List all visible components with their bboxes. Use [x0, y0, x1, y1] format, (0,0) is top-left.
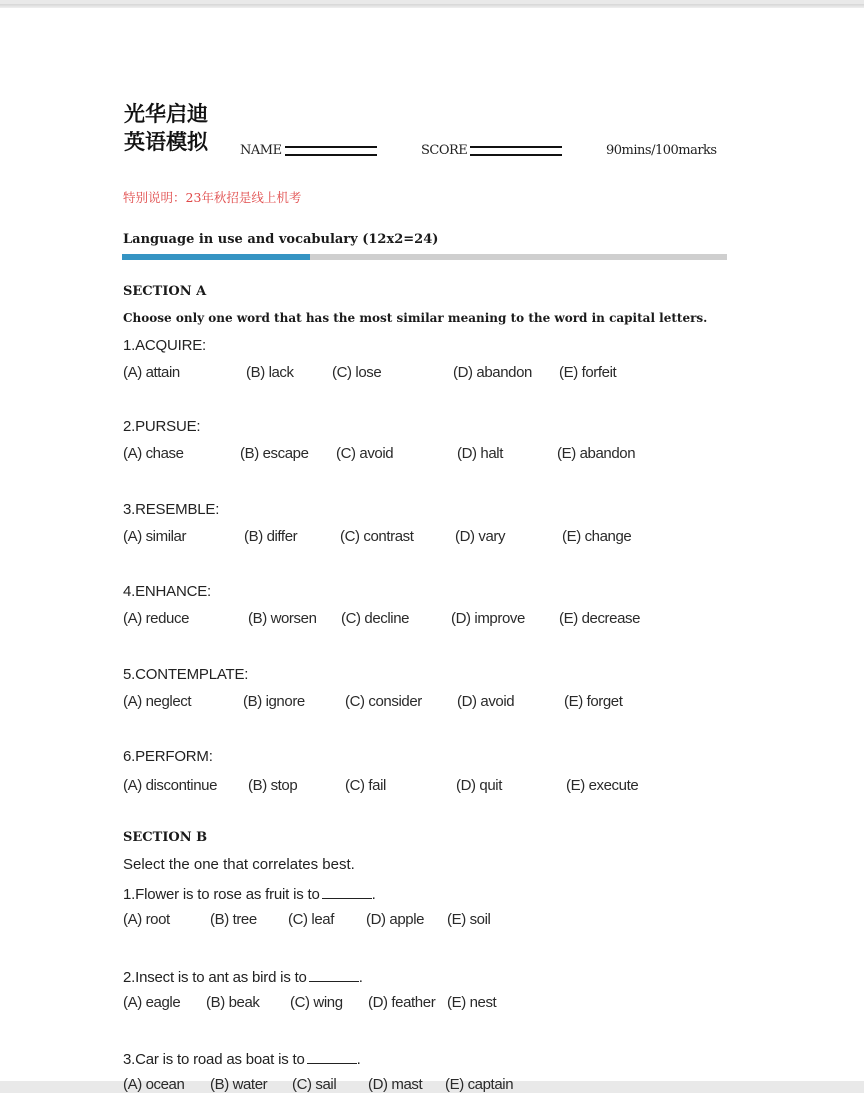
question-a-5-option-c[interactable]: (C) consider — [345, 693, 422, 710]
question-b-2-option-d[interactable]: (D) feather — [368, 994, 436, 1011]
question-b-3-end-punct: . — [356, 1051, 361, 1068]
question-b-3-answer-blank[interactable] — [307, 1049, 357, 1064]
name-label: NAME — [240, 143, 282, 158]
question-a-4-option-e[interactable]: (E) decrease — [559, 610, 641, 627]
question-a-3-option-e[interactable]: (E) change — [562, 528, 632, 545]
question-a-3-option-c[interactable]: (C) contrast — [340, 528, 414, 545]
question-a-3-option-a[interactable]: (A) similar — [123, 528, 187, 545]
question-b-3-option-d[interactable]: (D) mast — [368, 1076, 423, 1093]
question-a-2-option-e[interactable]: (E) abandon — [557, 445, 636, 462]
question-b-2-option-e[interactable]: (E) nest — [447, 994, 497, 1011]
question-a-5-option-b[interactable]: (B) ignore — [243, 693, 305, 710]
question-b-3 — [123, 1049, 361, 1068]
question-a-6-word: 6.PERFORM: — [123, 748, 213, 765]
question-a-2-option-b[interactable]: (B) escape — [240, 445, 309, 462]
question-b-3-option-a[interactable]: (A) ocean — [123, 1076, 185, 1093]
exam-page — [0, 4, 864, 1093]
question-b-2-end-punct: . — [358, 969, 363, 986]
question-a-1-option-a[interactable]: (A) attain — [123, 364, 180, 381]
question-a-6-option-b[interactable]: (B) stop — [248, 777, 298, 794]
question-a-6-option-c[interactable]: (C) fail — [345, 777, 386, 794]
question-a-1-option-c[interactable]: (C) lose — [332, 364, 382, 381]
question-b-1-option-e[interactable]: (E) soil — [447, 911, 491, 928]
question-a-6-option-a[interactable]: (A) discontinue — [123, 777, 218, 794]
question-a-1-word: 1.ACQUIRE: — [123, 337, 207, 354]
progress-bar-fill — [122, 254, 310, 260]
part-title: Language in use and vocabulary (12x2=24) — [123, 232, 439, 247]
question-a-4-option-c[interactable]: (C) decline — [341, 610, 410, 627]
question-a-1-option-e[interactable]: (E) forfeit — [559, 364, 617, 381]
question-a-1-option-d[interactable]: (D) abandon — [453, 364, 532, 381]
section-a-instruction: Choose only one word that has the most similar meaning to the word in capital letters. — [123, 311, 708, 325]
section-b-title: SECTION B — [123, 830, 208, 845]
question-b-2-option-b[interactable]: (B) beak — [206, 994, 260, 1011]
duration-text: 90mins/100marks — [606, 143, 717, 158]
question-a-5-option-a[interactable]: (A) neglect — [123, 693, 192, 710]
question-a-2-word: 2.PURSUE: — [123, 418, 201, 435]
question-a-4-option-b[interactable]: (B) worsen — [248, 610, 317, 627]
question-b-1-end-punct: . — [371, 886, 376, 903]
question-a-4-option-a[interactable]: (A) reduce — [123, 610, 190, 627]
question-b-2-option-a[interactable]: (A) eagle — [123, 994, 181, 1011]
question-a-2-option-a[interactable]: (A) chase — [123, 445, 184, 462]
question-a-5-option-e[interactable]: (E) forget — [564, 693, 623, 710]
question-a-1-option-b[interactable]: (B) lack — [246, 364, 294, 381]
question-b-2-option-c[interactable]: (C) wing — [290, 994, 343, 1011]
brand-line-2: 英语模拟 — [124, 130, 208, 154]
question-b-3-text: 3.Car is to road as boat is to — [123, 1051, 305, 1068]
question-b-1-option-b[interactable]: (B) tree — [210, 911, 257, 928]
question-b-2-answer-blank[interactable] — [309, 967, 359, 982]
section-a-title: SECTION A — [123, 284, 207, 299]
question-a-5-option-d[interactable]: (D) avoid — [457, 693, 515, 710]
score-blank[interactable] — [470, 146, 562, 156]
question-b-1-answer-blank[interactable] — [322, 884, 372, 899]
question-b-3-option-c[interactable]: (C) sail — [292, 1076, 337, 1093]
brand-line-1: 光华启迪 — [124, 102, 208, 126]
question-b-1-option-a[interactable]: (A) root — [123, 911, 170, 928]
question-b-1-option-c[interactable]: (C) leaf — [288, 911, 334, 928]
brand-title — [124, 100, 208, 156]
question-b-2-text: 2.Insect is to ant as bird is to — [123, 969, 307, 986]
question-a-3-word: 3.RESEMBLE: — [123, 501, 220, 518]
score-label: SCORE — [421, 143, 468, 158]
question-a-3-option-b[interactable]: (B) differ — [244, 528, 298, 545]
section-b-instruction: Select the one that correlates best. — [123, 856, 355, 873]
special-note: 特别说明：23年秋招是线上机考 — [123, 190, 302, 205]
question-a-4-word: 4.ENHANCE: — [123, 583, 212, 600]
question-a-6-option-e[interactable]: (E) execute — [566, 777, 639, 794]
question-a-2-option-c[interactable]: (C) avoid — [336, 445, 394, 462]
question-a-5-word: 5.CONTEMPLATE: — [123, 666, 249, 683]
question-b-1-text: 1.Flower is to rose as fruit is to — [123, 886, 320, 903]
question-b-1 — [123, 884, 376, 903]
question-a-4-option-d[interactable]: (D) improve — [451, 610, 525, 627]
name-field[interactable] — [240, 143, 377, 158]
question-a-3-option-d[interactable]: (D) vary — [455, 528, 506, 545]
top-edge-divider — [0, 4, 864, 8]
question-b-3-option-e[interactable]: (E) captain — [445, 1076, 514, 1093]
question-b-2 — [123, 967, 363, 986]
question-b-3-option-b[interactable]: (B) water — [210, 1076, 268, 1093]
question-a-6-option-d[interactable]: (D) quit — [456, 777, 502, 794]
score-field[interactable] — [421, 143, 562, 158]
question-b-1-option-d[interactable]: (D) apple — [366, 911, 425, 928]
question-a-2-option-d[interactable]: (D) halt — [457, 445, 503, 462]
name-blank[interactable] — [285, 146, 377, 156]
progress-bar — [122, 254, 727, 260]
